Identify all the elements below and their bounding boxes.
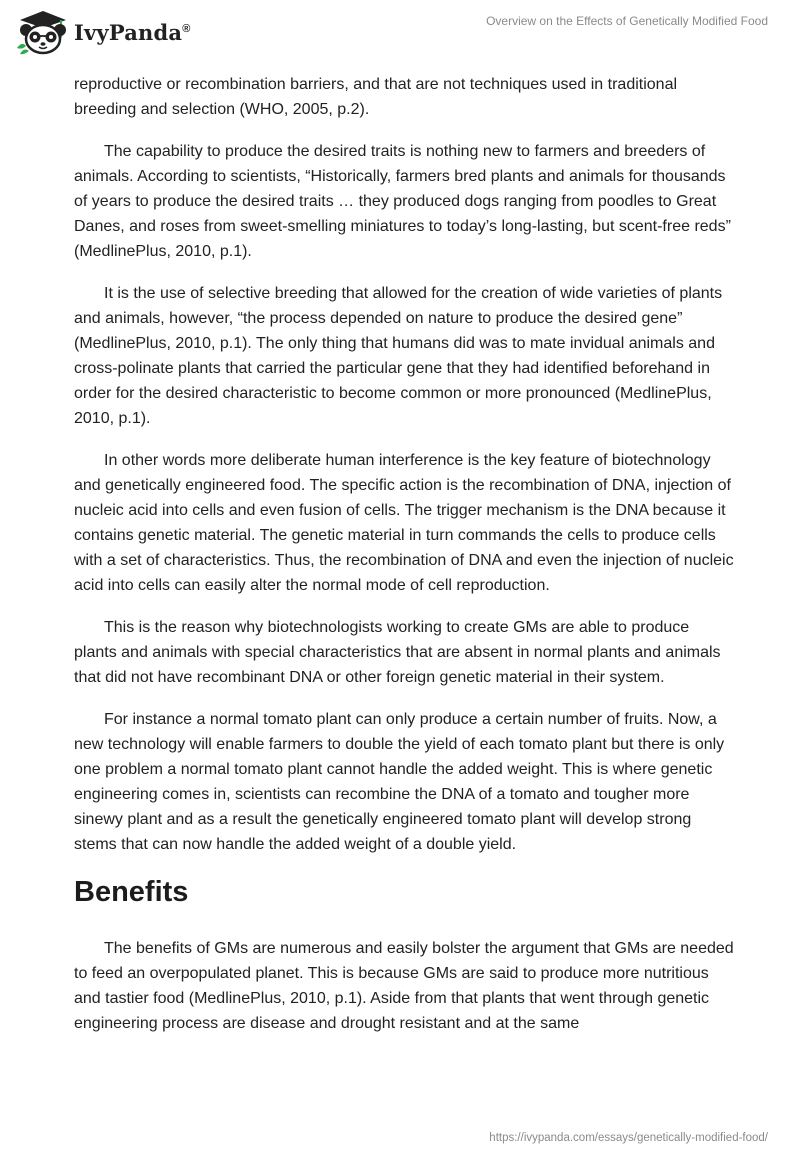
- registered-mark: ®: [182, 22, 191, 35]
- brand-logo[interactable]: [14, 8, 191, 56]
- paragraph-1: reproductive or recombination barriers, and that are not techniques used in traditional breeding and selection (WHO, 2005, p.2).: [74, 76, 678, 118]
- brand-name: IvyPanda®: [74, 19, 191, 45]
- paragraph-4: In other words more deliberate human interference is the key feature of biotechnology and genetically engineered food. The specific action is the recombination of DNA, injection of nucleic acid into cells and even fusion of cells. The trigger mechanism is the DNA because it contains genetic material. The genetic material in turn commands the cells to produce cells with a set of characteristics. Thus, the recombination of DNA and even the injection of nucleic acid into cells can easily alter the normal mode of cell reproduction.: [74, 452, 734, 594]
- paragraph-2: The capability to produce the desired traits is nothing new to farmers and breeders of animals. According to scientists, “Historically, farmers bred plants and animals for thousands of years to produce the desired traits … they produced dogs ranging from poodles to Great Danes, and roses from sweet-smelling miniatures to today’s long-lasting, but scent-free reds” (MedlinePlus, 2010, p.1).: [74, 143, 731, 260]
- paragraph-5: This is the reason why biotechnologists working to create GMs are able to produce plants and animals with special characteristics that are absent in normal plants and animals that did not have recombinant DNA or other foreign genetic material in their system.: [74, 619, 721, 686]
- source-url-link[interactable]: https://ivypanda.com/essays/genetically-modified-food/: [489, 1132, 768, 1144]
- panda-graduate-icon: [14, 8, 72, 56]
- page-header: [0, 0, 800, 62]
- essay-body: [74, 72, 734, 1053]
- section-heading-benefits: Benefits: [74, 876, 189, 908]
- paragraph-3: It is the use of selective breeding that allowed for the creation of wide varieties of plants and animals, however, “the process depended on nature to produce the desired gene” (MedlinePlus, 2010, p.1). The only thing that humans did was to mate invidual animals and cross-polinate plants that carried the particular gene that they had identified beforehand in order for the desired characteristic to become common or more pronounced (MedlinePlus, 2010, p.1).: [74, 285, 723, 427]
- document-title: Overview on the Effects of Genetically Modified Food: [486, 14, 768, 28]
- paragraph-7: The benefits of GMs are numerous and easily bolster the argument that GMs are needed to feed an overpopulated planet. This is because GMs are said to produce more nutritious and tastier food (MedlinePlus, 2010, p.1). Aside from that plants that went through genetic engineering process are disease and drought resistant and at the same: [74, 940, 734, 1032]
- paragraph-6: For instance a normal tomato plant can only produce a certain number of fruits. Now, a new technology will enable farmers to double the yield of each tomato plant but there is only one problem a normal tomato plant cannot handle the added weight. This is where genetic engineering comes in, scientists can recombine the DNA of a tomato and tougher more sinewy plant and as a result the genetically engineered tomato plant will develop strong stems that can now handle the added weight of a double yield.: [74, 711, 725, 853]
